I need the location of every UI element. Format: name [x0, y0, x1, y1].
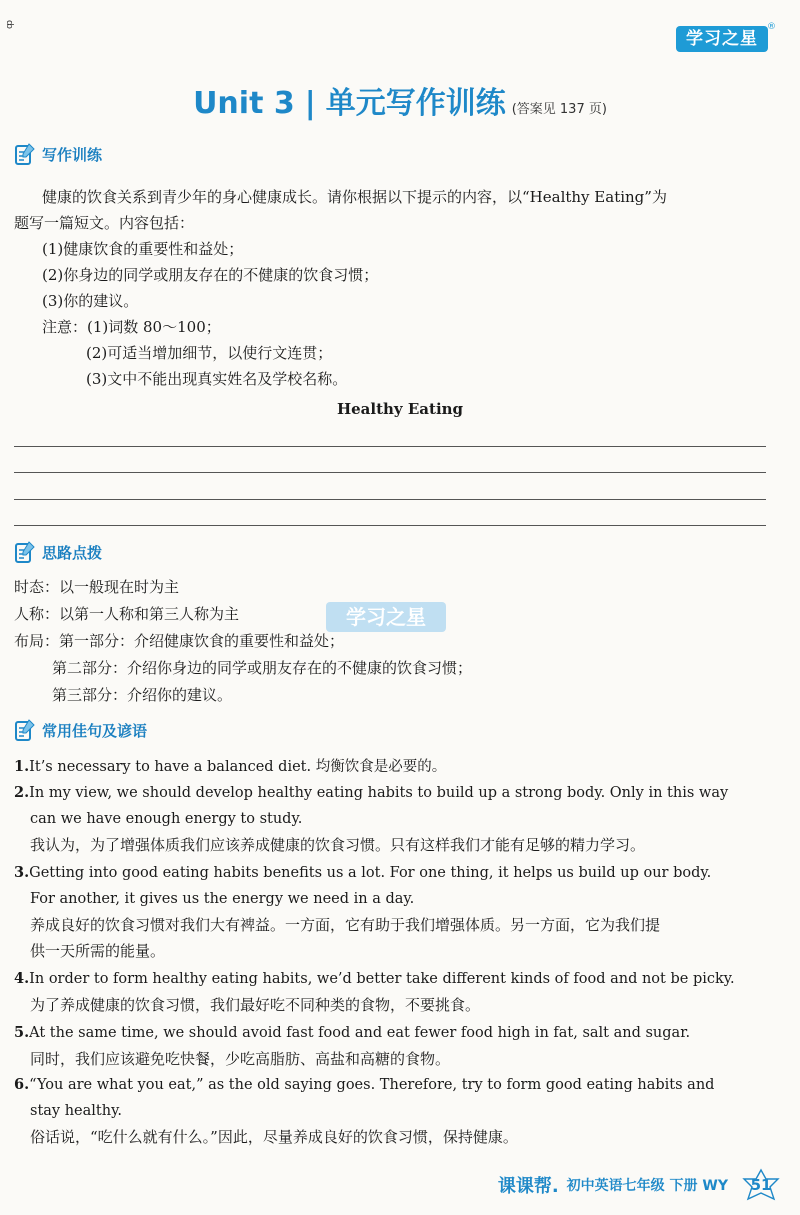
ideas-line-4: 第二部分：介绍你身边的同学或朋友存在的不健康的饮食习惯；: [52, 659, 473, 677]
answer-line-1[interactable]: [14, 446, 766, 447]
ideas-line-1: 时态：以一般现在时为主: [14, 578, 180, 596]
footer-book-title: 初中英语七年级 下册 WY: [566, 1178, 728, 1194]
ideas-line-5: 第三部分：介绍你的建议。: [52, 686, 233, 704]
essay-title: Healthy Eating: [336, 400, 464, 418]
task-line-3: (1)健康饮食的重要性和益处；: [42, 240, 244, 258]
section-writing-header: [14, 140, 102, 168]
unit-label: Unit 3: [193, 86, 295, 121]
section-writing-label: 写作训练: [42, 145, 103, 164]
page-number-badge: [738, 1168, 784, 1202]
task-line-8: (3)文中不能出现真实姓名及学校名称。: [86, 370, 348, 388]
edge-tab-top: ȸ: [4, 20, 14, 29]
footer-brand: 课课帮.: [497, 1176, 559, 1197]
notepad-pencil-icon: [14, 718, 36, 742]
answer-line-3[interactable]: [14, 499, 766, 500]
answer-line-4[interactable]: [14, 525, 766, 526]
phrase-4-zh: 为了养成健康的饮食习惯，我们最好吃不同种类的食物，不要挑食。: [30, 996, 481, 1014]
phrase-6-zh: 俗话说，“吃什么就有什么。”因此，尽量养成良好的饮食习惯，保持健康。: [30, 1128, 518, 1146]
watermark: 学习之星: [326, 602, 446, 632]
ideas-line-3: 布局：第一部分：介绍健康饮食的重要性和益处；: [14, 632, 345, 650]
page-title: [0, 78, 800, 122]
phrase-5: [14, 1020, 690, 1046]
answer-line-2[interactable]: [14, 472, 766, 473]
phrase-number: 3.: [14, 864, 30, 881]
phrase-3-en-2: For another, it gives us the energy we need in a day.: [30, 891, 415, 907]
phrase-text: Getting into good eating habits benefits us a lot. For one thing, it helps us build up our body.: [29, 865, 712, 881]
phrase-number: 1.: [14, 758, 30, 775]
phrase-number: 4.: [14, 970, 30, 987]
title-separator: |: [304, 86, 316, 121]
phrase-number: 2.: [14, 784, 30, 801]
phrase-3: [14, 860, 711, 886]
task-line-5: (3)你的建议。: [42, 292, 139, 310]
phrase-text: “You are what you eat,” as the old saying goes. Therefore, try to form good eating habits and: [29, 1077, 715, 1093]
task-line-7: (2)可适当增加细节，以使行文连贯；: [86, 344, 333, 362]
page-number: 51: [750, 1176, 772, 1194]
phrase-5-zh: 同时，我们应该避免吃快餐，少吃高脂肪、高盐和高糖的食物。: [30, 1050, 451, 1068]
section-ideas-header: [14, 538, 102, 566]
phrase-text: In order to form healthy eating habits, we’d better take different kinds of food and not be picky.: [29, 971, 735, 987]
task-line-2: 题写一篇短文。内容包括：: [14, 214, 195, 232]
page-footer: [498, 1167, 784, 1203]
phrase-2-zh: 我认为，为了增强体质我们应该养成健康的饮食习惯。只有这样我们才能有足够的精力学习。: [30, 836, 646, 854]
phrase-text: It’s necessary to have a balanced diet. 均衡饮食是必要的。: [29, 759, 447, 775]
ideas-line-2: 人称：以第一人称和第三人称为主: [14, 605, 240, 623]
answer-reference: (答案见 137 页): [511, 102, 607, 117]
notepad-pencil-icon: [14, 540, 36, 564]
brand-logo: 学习之星: [676, 26, 768, 52]
notepad-pencil-icon: [14, 142, 36, 166]
phrase-text: At the same time, we should avoid fast food and eat fewer food high in fat, salt and sugar.: [29, 1025, 691, 1041]
task-line-1: 健康的饮食关系到青少年的身心健康成长。请你根据以下提示的内容，以“Healthy Eating”为: [42, 188, 667, 206]
phrase-2-en-2: can we have enough energy to study.: [30, 811, 303, 827]
section-phrases-header: [14, 716, 147, 744]
phrase-text: In my view, we should develop healthy eating habits to build up a strong body. Only in this way: [29, 785, 729, 801]
phrase-number: 5.: [14, 1024, 30, 1041]
phrase-number: 6.: [14, 1076, 30, 1093]
task-line-4: (2)你身边的同学或朋友存在的不健康的饮食习惯；: [42, 266, 379, 284]
section-phrases-label: 常用佳句及谚语: [42, 721, 148, 740]
phrase-6-en-2: stay healthy.: [30, 1103, 122, 1119]
phrase-3-zh-2: 供一天所需的能量。: [30, 942, 166, 960]
phrase-4: [14, 966, 735, 992]
task-line-6: 注意：(1)词数 80～100；: [42, 318, 221, 336]
phrase-6: [14, 1072, 714, 1098]
phrase-3-zh-1: 养成良好的饮食习惯对我们大有裨益。一方面，它有助于我们增强体质。另一方面，它为我们提: [30, 916, 661, 934]
section-ideas-label: 思路点拨: [42, 543, 103, 562]
title-main: 单元写作训练: [325, 86, 506, 121]
phrase-1: [14, 754, 446, 780]
registered-mark: ®: [767, 22, 776, 32]
phrase-2: [14, 780, 728, 806]
